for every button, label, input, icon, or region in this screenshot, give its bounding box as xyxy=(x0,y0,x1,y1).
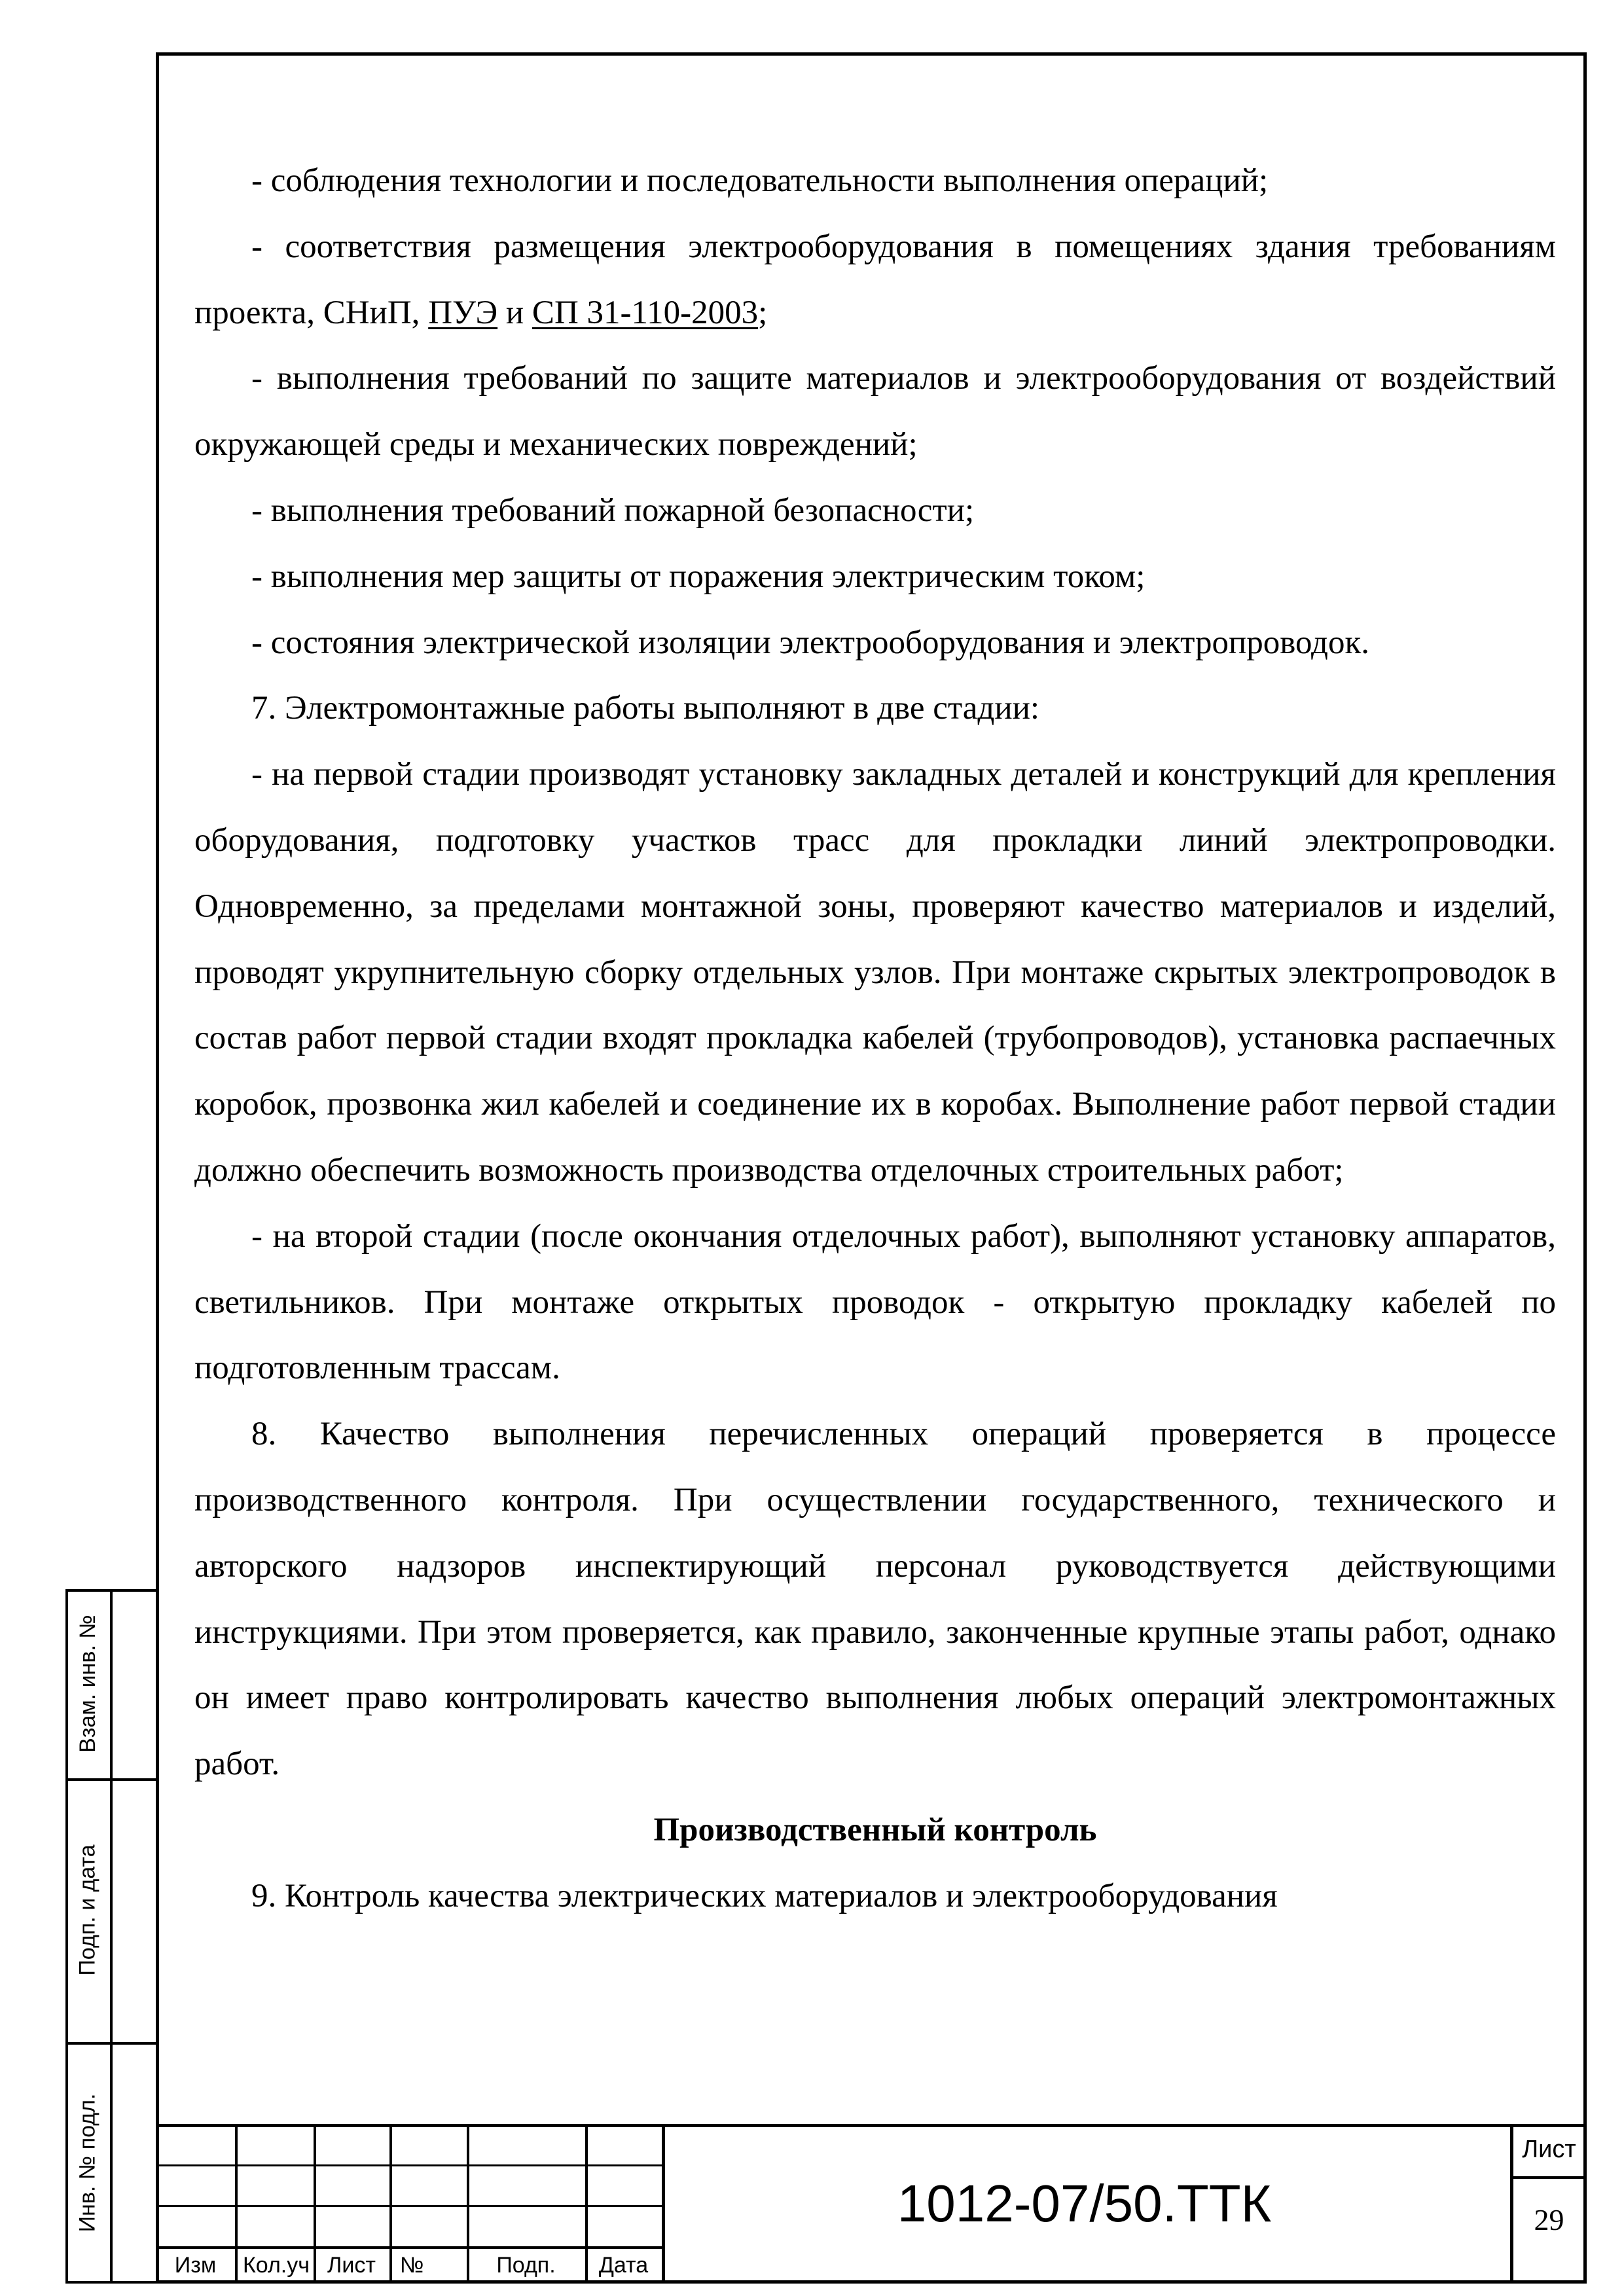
paragraph: 9. Контроль качества электрических материалов и электрооборудования xyxy=(251,1877,1278,1914)
pue-link[interactable]: ПУЭ xyxy=(428,294,498,331)
paragraph: - на первой стадии производят установку закладных деталей и конструкций для крепления оборудования, подготовку участков трасс для прокладки линий электропроводки. Одновременно, за пределами монтажной зоны, проверяют качество материалов и изделий, проводят укрупнительную сборку отдельных узлов. При монтаже скрытых электропроводок в состав работ первой стадии входят прокладка кабелей (трубопроводов), установка распаечных коробок, прозвонка жил кабелей и соединение их в коробах. Выполнение работ первой стадии должно обеспечить возможность производства отделочных строительных работ; xyxy=(194,756,1556,1189)
header-data: Дата xyxy=(598,2253,649,2278)
header-podp: Подп. xyxy=(496,2253,556,2278)
document-code: 1012-07/50.ТТК xyxy=(897,2174,1272,2233)
paragraph xyxy=(194,214,1556,346)
paragraph: - состояния электрической изоляции электрооборудования и электропроводок. xyxy=(251,624,1370,661)
sheet-number: 29 xyxy=(1534,2203,1564,2236)
sheet-label: Лист xyxy=(1522,2136,1576,2163)
paragraph: - выполнения требований пожарной безопасности; xyxy=(251,492,975,529)
side-stamp-divider xyxy=(110,1589,113,2284)
paragraph: 8. Качество выполнения перечисленных операций проверяется в процессе производственного контроля. При осуществлении государственного, технического и авторского надзоров инспектирующий персонал руководствуется действующими инструкциями. При этом проверяется, как правило, законченные крупные этапы работ, однако он имеет право контролировать качество выполнения любых операций электромонтажных работ. xyxy=(194,1416,1556,1783)
section-heading: Производственный контроль xyxy=(653,1811,1097,1848)
title-block-divider xyxy=(156,2164,664,2166)
inv-podl-label: Инв. № подл. xyxy=(75,2093,100,2233)
header-number: № xyxy=(400,2253,424,2278)
paragraph-text: - соответствия размещения электрооборудования в помещениях здания требованиям проекта, СНиП, xyxy=(194,228,1556,331)
document-body xyxy=(194,148,1556,1929)
title-block-divider xyxy=(1511,2176,1587,2179)
paragraph: - на второй стадии (после окончания отделочных работ), выполняют установку аппаратов, светильников. При монтаже открытых проводок - открытую прокладку кабелей по подготовленным трассам. xyxy=(194,1217,1556,1387)
podp-data-label: Подп. и дата xyxy=(75,1844,100,1976)
side-stamp xyxy=(65,1589,156,2284)
vzam-inv-label: Взам. инв. № xyxy=(75,1615,100,1753)
inv-podl-label-cell xyxy=(65,2042,110,2284)
paragraph-text: и xyxy=(497,294,532,331)
paragraph-text: ; xyxy=(758,294,768,331)
vzam-inv-label-cell xyxy=(65,1589,110,1778)
podp-data-label-cell xyxy=(65,1778,110,2042)
title-block xyxy=(156,2124,1587,2284)
paragraph: - выполнения мер защиты от поражения электрическим током; xyxy=(251,558,1146,595)
paragraph: - выполнения требований по защите материалов и электрооборудования от воздействий окружающей среды и механических повреждений; xyxy=(194,360,1556,463)
sp-31-110-2003-link[interactable]: СП 31-110-2003 xyxy=(532,294,759,331)
paragraph: 7. Электромонтажные работы выполняют в две стадии: xyxy=(251,690,1040,727)
header-izm: Изм xyxy=(174,2253,217,2278)
paragraph: - соблюдения технологии и последовательности выполнения операций; xyxy=(251,162,1269,199)
header-list: Лист xyxy=(327,2253,376,2278)
title-block-divider xyxy=(156,2205,664,2207)
header-kol-uch: Кол.уч xyxy=(243,2253,310,2278)
